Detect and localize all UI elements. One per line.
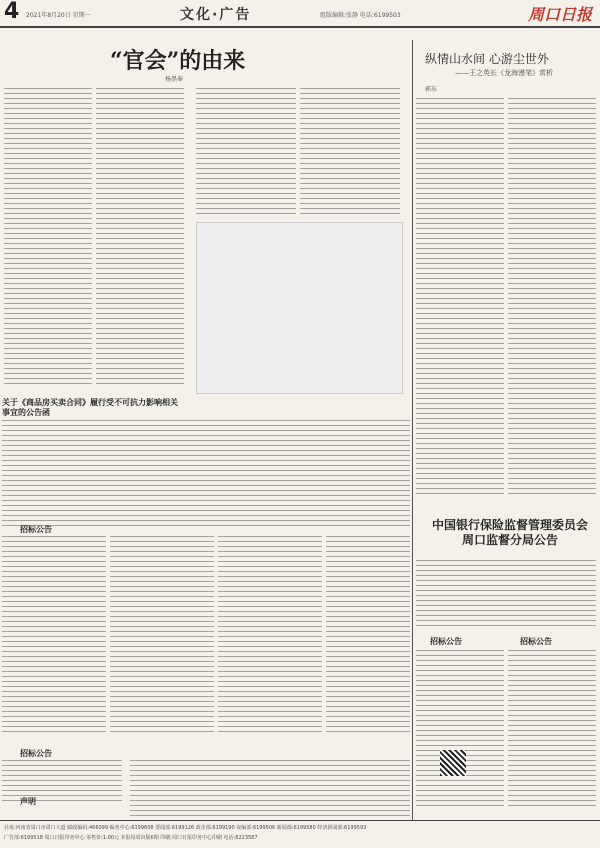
footer-line-1: 社址:河南省周口市周口大道 邮政编码:466099 编务中心:6199608 要闻部:6199126 政企部:6199190 夜编部:6199506 新闻部:6199580 经济新闻部:6199593 — [4, 825, 367, 831]
tender-title-1: 招标公告 — [20, 525, 52, 534]
newspaper-logo: 周口日报 — [528, 5, 593, 24]
tender-body-3 — [218, 536, 322, 736]
notice-body — [2, 420, 410, 528]
review-title: 纵情山水间 心游尘世外 — [425, 52, 549, 66]
review-body-col2 — [508, 98, 596, 498]
article-body-col4 — [300, 88, 400, 218]
article-illustration — [196, 222, 403, 394]
tender-title-4: 招标公告 — [520, 637, 552, 646]
article-body-col2 — [96, 88, 184, 388]
section-title: 文化·广告 — [180, 7, 252, 23]
review-body-col1 — [416, 98, 504, 498]
review-author: 郭东 — [425, 86, 438, 93]
tender-title-3: 招标公告 — [430, 637, 462, 646]
statement-title: 声明 — [20, 797, 36, 806]
review-subtitle: ——王之英长《龙海漫笔》赏析 — [455, 69, 553, 77]
notice-title: 关于《商品房买卖合同》履行受不可抗力影响相关事宜的公告函 — [2, 398, 178, 417]
tender-body-4 — [326, 536, 410, 736]
issue-date: 2021年8月20日 星期一 — [26, 12, 91, 19]
tender-body-6 — [416, 650, 504, 810]
tender-body-7 — [508, 650, 596, 810]
article-body-col3 — [196, 88, 296, 218]
column-divider — [412, 40, 413, 820]
tender-body-2 — [110, 536, 214, 736]
page-number: 4 — [4, 0, 20, 24]
tender-title-2: 招标公告 — [20, 749, 52, 758]
statement-table — [130, 760, 410, 816]
article-body-col1 — [4, 88, 92, 388]
editor-info: 组版编辑:张静 电话:6199503 — [320, 12, 401, 19]
footer-line-2: 广告部:6199518 周口日报印务中心 零售价:1.00元 本报每周出版6期 印刷:周口日报印务中心印刷 电话:8223587 — [4, 835, 258, 841]
bank-notice-body — [416, 560, 596, 630]
qr-code — [440, 750, 466, 776]
article-byline: 杨黑奉 — [165, 76, 184, 83]
bank-notice-title: 中国银行保险监督管理委员会周口监督分局公告 — [431, 518, 588, 547]
article-title: “官会”的由来 — [110, 48, 246, 74]
tender-body-1 — [2, 536, 106, 736]
